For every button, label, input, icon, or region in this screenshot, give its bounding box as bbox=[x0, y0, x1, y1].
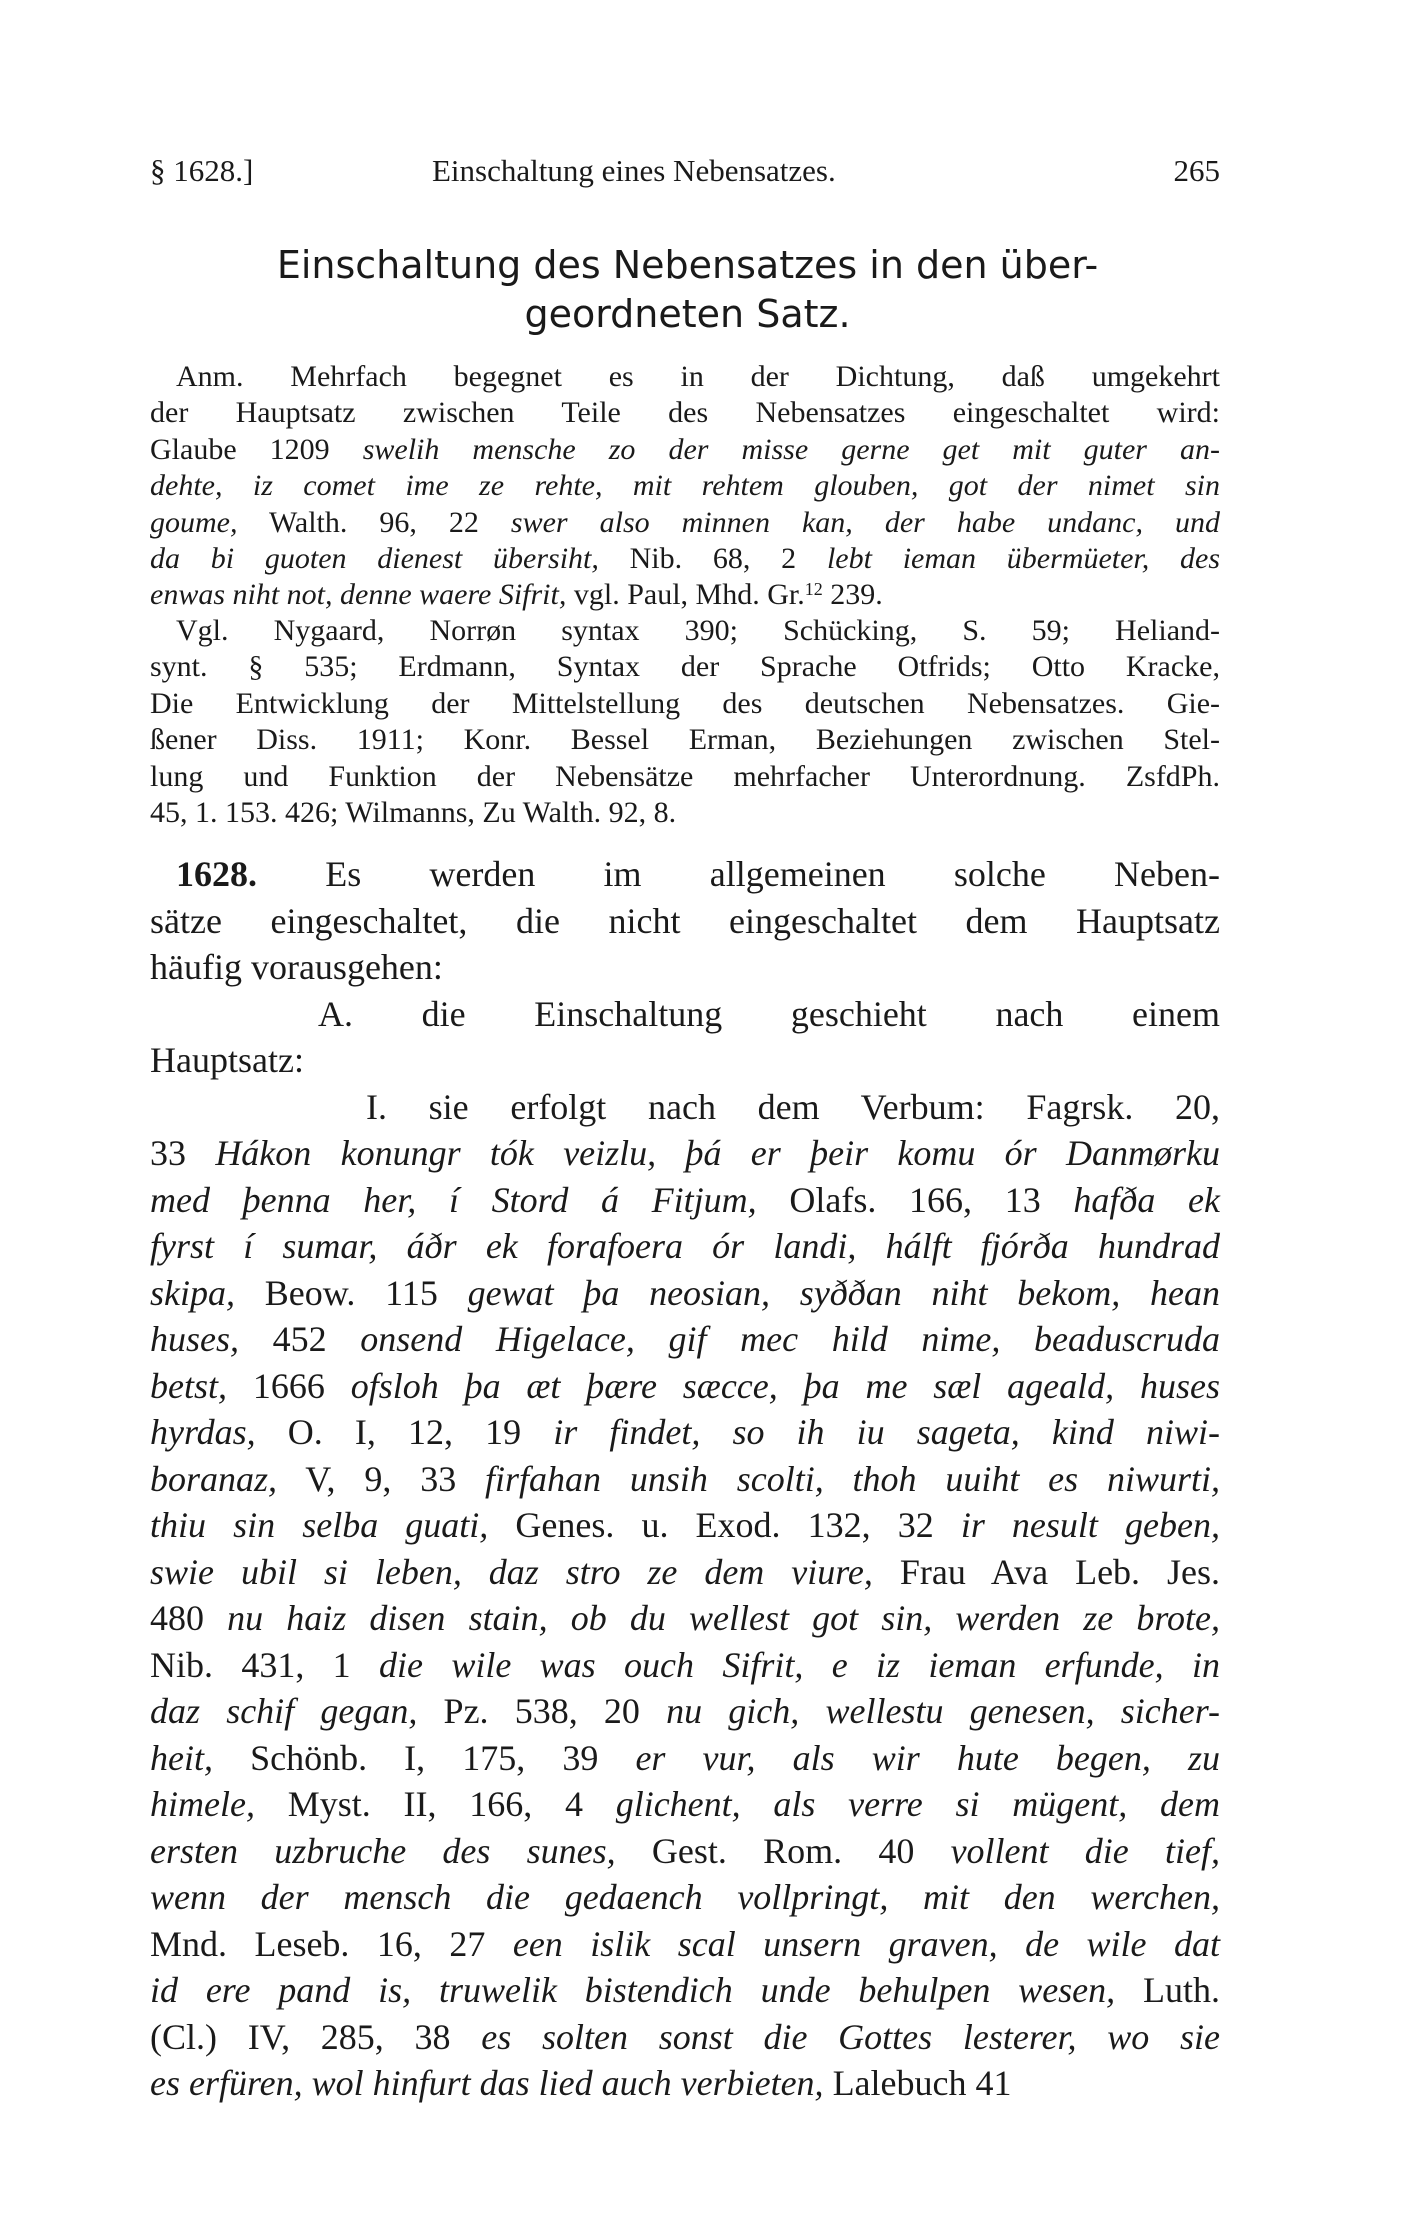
text-line bbox=[150, 1874, 1220, 1921]
text-run: Luth. bbox=[1115, 1970, 1220, 2010]
text-line bbox=[150, 991, 1220, 1038]
text-run: Lalebuch 41 bbox=[823, 2063, 1012, 2103]
text-run: Schönb. I, 175, 39 bbox=[212, 1737, 636, 1778]
text-line bbox=[150, 1270, 1220, 1317]
quotation-text: da bi guoten dienest übersiht, bbox=[150, 541, 599, 575]
text-line bbox=[150, 1735, 1220, 1782]
text-line bbox=[150, 1177, 1220, 1224]
quotation-text: swelih mensche zo der misse gerne get mit guter an- bbox=[362, 432, 1220, 466]
text-line bbox=[150, 1549, 1220, 1596]
text-line bbox=[150, 1781, 1220, 1828]
text-line bbox=[150, 468, 1220, 504]
quotation-text: es erfüren, wol hinfurt das lied auch verbieten, bbox=[150, 2063, 824, 2103]
text-run: häufig vorausgehen: bbox=[150, 947, 443, 987]
text-line bbox=[150, 898, 1220, 945]
quotation-text: goume, bbox=[150, 505, 238, 539]
text-run: Walth. 96, 22 bbox=[237, 505, 511, 539]
text-run: Mnd. Leseb. 16, 27 bbox=[150, 1923, 513, 1964]
text-line bbox=[150, 1409, 1220, 1456]
text-run: 1666 bbox=[227, 1365, 351, 1406]
text-run: Frau Ava Leb. Jes. bbox=[872, 1551, 1220, 1592]
text-line bbox=[150, 1037, 1220, 1084]
text-line bbox=[150, 1502, 1220, 1549]
quotation-text: himele, bbox=[150, 1784, 255, 1824]
text-line bbox=[150, 577, 1220, 613]
quotation-text: nu gich, wellestu genesen, sicher- bbox=[666, 1691, 1221, 1731]
text-run: 33 bbox=[150, 1133, 216, 1173]
quotation-text: er vur, als wir hute begen, zu bbox=[635, 1737, 1220, 1778]
running-header bbox=[150, 153, 1220, 193]
text-run: der Hauptsatz zwischen Teile des Nebensatzes eingeschaltet wird: bbox=[150, 396, 1220, 430]
quotation-text: enwas niht not, denne waere Sifrit, bbox=[150, 578, 567, 612]
text-run: 12 bbox=[804, 579, 823, 600]
text-line bbox=[150, 2060, 1220, 2107]
text-line: synt. § 535; Erdmann, Syntax der Sprache Otfrids; Otto Kracke, bbox=[150, 650, 1220, 684]
quotation-text: skipa, bbox=[150, 1272, 235, 1313]
section-1628-text bbox=[150, 851, 1220, 2107]
quotation-text: betst, bbox=[150, 1365, 227, 1406]
text-run: vgl. Paul, Mhd. Gr. bbox=[566, 578, 805, 612]
quotation-text: hyrdas, bbox=[150, 1412, 256, 1452]
quotation-text: glichent, als verre si mügent, dem bbox=[615, 1784, 1220, 1824]
quotation-text: swie ubil si leben, daz stro ze dem viure, bbox=[150, 1551, 873, 1592]
quotation-text: boranaz, bbox=[150, 1458, 278, 1499]
text-line bbox=[150, 1688, 1220, 1735]
quotation-text: huses, bbox=[150, 1319, 239, 1359]
text-line bbox=[150, 1084, 1220, 1131]
text-line bbox=[150, 505, 1220, 541]
text-run: Nib. 431, 1 bbox=[150, 1644, 380, 1685]
text-run: Es werden im allgemeinen solche Neben- bbox=[257, 854, 1220, 894]
quotation-text: wenn der mensch die gedaench vollpringt, mit den werchen, bbox=[150, 1877, 1220, 1917]
text-run: V, 9, 33 bbox=[277, 1458, 486, 1499]
text-run: Hauptsatz: bbox=[150, 1040, 304, 1080]
text-line bbox=[150, 2014, 1220, 2061]
literature-paragraph bbox=[150, 613, 1220, 831]
text-run: Gest. Rom. 40 bbox=[615, 1830, 951, 1871]
text-run: 452 bbox=[239, 1319, 361, 1359]
section-heading-line-2: geordneten Satz. bbox=[524, 292, 851, 336]
text-run: 239. bbox=[822, 578, 883, 612]
header-section-ref: § 1628.] bbox=[150, 153, 254, 188]
text-line bbox=[150, 1642, 1220, 1689]
text-run: Olafs. 166, 13 bbox=[756, 1179, 1074, 1220]
text-run: (Cl.) IV, 285, 38 bbox=[150, 2016, 482, 2057]
quotation-text: onsend Higelace, gif mec hild nime, beaduscruda bbox=[360, 1319, 1221, 1359]
quotation-text: id ere pand is, truwelik bistendich unde behulpen wesen, bbox=[150, 1970, 1116, 2010]
text-line bbox=[150, 541, 1220, 577]
quotation-text: ofsloh þa æt þære sæcce, þa me sæl ageald, huses bbox=[350, 1365, 1220, 1406]
quotation-text: ir nesult geben, bbox=[960, 1505, 1220, 1545]
text-line bbox=[150, 1828, 1220, 1875]
text-run: Nib. 68, 2 bbox=[598, 541, 827, 575]
quotation-text: gewat þa neosian, syððan niht bekom, hean bbox=[467, 1272, 1220, 1313]
text-line bbox=[150, 1921, 1220, 1968]
quotation-text: swer also minnen kan, der habe undanc, und bbox=[510, 505, 1220, 539]
text-line bbox=[150, 1595, 1220, 1642]
text-run: I. sie erfolgt nach dem Verbum: Fagrsk. 20, bbox=[366, 1086, 1220, 1127]
text-run: O. I, 12, 19 bbox=[255, 1412, 554, 1452]
text-line: ßener Diss. 1911; Konr. Bessel Erman, Beziehungen zwischen Stel- bbox=[150, 723, 1220, 757]
quotation-text: Hákon konungr tók veizlu, þá er þeir komu ór Danmørku bbox=[215, 1133, 1220, 1173]
page-number: 265 bbox=[1173, 153, 1220, 188]
text-run: Myst. II, 166, 4 bbox=[254, 1784, 616, 1824]
header-title: Einschaltung eines Nebensatzes. bbox=[432, 153, 836, 188]
quotation-text: die wile was ouch Sifrit, e iz ieman erfunde, in bbox=[379, 1644, 1220, 1685]
quotation-text: es solten sonst die Gottes lesterer, wo sie bbox=[481, 2016, 1220, 2057]
text-run: Glaube 1209 bbox=[150, 432, 363, 466]
quotation-text: vollent die tief, bbox=[950, 1830, 1220, 1871]
text-run: sätze eingeschaltet, die nicht eingeschaltet dem Hauptsatz bbox=[150, 900, 1220, 941]
quotation-text: heit, bbox=[150, 1737, 213, 1778]
quotation-text: daz schif gegan, bbox=[150, 1691, 418, 1731]
text-run: Pz. 538, 20 bbox=[417, 1691, 667, 1731]
text-line bbox=[150, 359, 1220, 395]
text-run: 480 bbox=[150, 1598, 228, 1638]
text-run: Genes. u. Exod. 132, 32 bbox=[488, 1505, 961, 1545]
quotation-text: hafða ek bbox=[1073, 1179, 1221, 1220]
quotation-text: fyrst í sumar, áðr ek forafoera ór landi, hálft fjórða hundrad bbox=[150, 1226, 1220, 1266]
text-line bbox=[150, 432, 1220, 468]
text-line bbox=[150, 851, 1220, 898]
quotation-text: een islik scal unsern graven, de wile dat bbox=[512, 1923, 1220, 1964]
text-line bbox=[150, 1967, 1220, 2014]
quotation-text: ersten uzbruche des sunes, bbox=[150, 1830, 616, 1871]
text-line bbox=[150, 1456, 1220, 1503]
text-line bbox=[150, 395, 1220, 431]
text-run: A. die Einschaltung geschieht nach einem bbox=[318, 993, 1220, 1034]
text-line: lung und Funktion der Nebensätze mehrfacher Unterordnung. ZsfdPh. bbox=[150, 759, 1220, 793]
quotation-text: ir findet, so ih iu sageta, kind niwi- bbox=[553, 1412, 1220, 1452]
section-heading bbox=[150, 241, 1225, 339]
text-run: Anm. Mehrfach begegnet es in der Dichtung, daß umgekehrt bbox=[176, 360, 1220, 393]
quotation-text: lebt ieman übermüeter, des bbox=[826, 541, 1221, 575]
text-line bbox=[150, 1363, 1220, 1410]
text-line bbox=[150, 1223, 1220, 1270]
section-number: 1628. bbox=[176, 854, 257, 894]
text-line: 45, 1. 153. 426; Wilmanns, Zu Walth. 92, 8. bbox=[150, 795, 677, 829]
text-line: Die Entwicklung der Mittelstellung des deutschen Nebensatzes. Gie- bbox=[150, 686, 1220, 720]
text-line bbox=[150, 1130, 1220, 1177]
quotation-text: dehte, iz comet ime ze rehte, mit rehtem glouben, got der nimet sin bbox=[150, 469, 1220, 503]
text-line bbox=[150, 944, 1220, 991]
quotation-text: med þenna her, í Stord á Fitjum, bbox=[150, 1179, 757, 1220]
quotation-text: firfahan unsih scolti, thoh uuiht es niwurti, bbox=[485, 1458, 1220, 1499]
text-run: Beow. 115 bbox=[235, 1272, 468, 1313]
annotation-paragraph bbox=[150, 359, 1220, 614]
quotation-text: thiu sin selba guati, bbox=[150, 1505, 489, 1545]
section-heading-line-1: Einschaltung des Nebensatzes in den über- bbox=[276, 243, 1099, 287]
text-line bbox=[150, 1316, 1220, 1363]
text-line: Vgl. Nygaard, Norrøn syntax 390; Schücking, S. 59; Heliand- bbox=[176, 614, 1220, 647]
quotation-text: nu haiz disen stain, ob du wellest got sin, werden ze brote, bbox=[227, 1598, 1220, 1638]
